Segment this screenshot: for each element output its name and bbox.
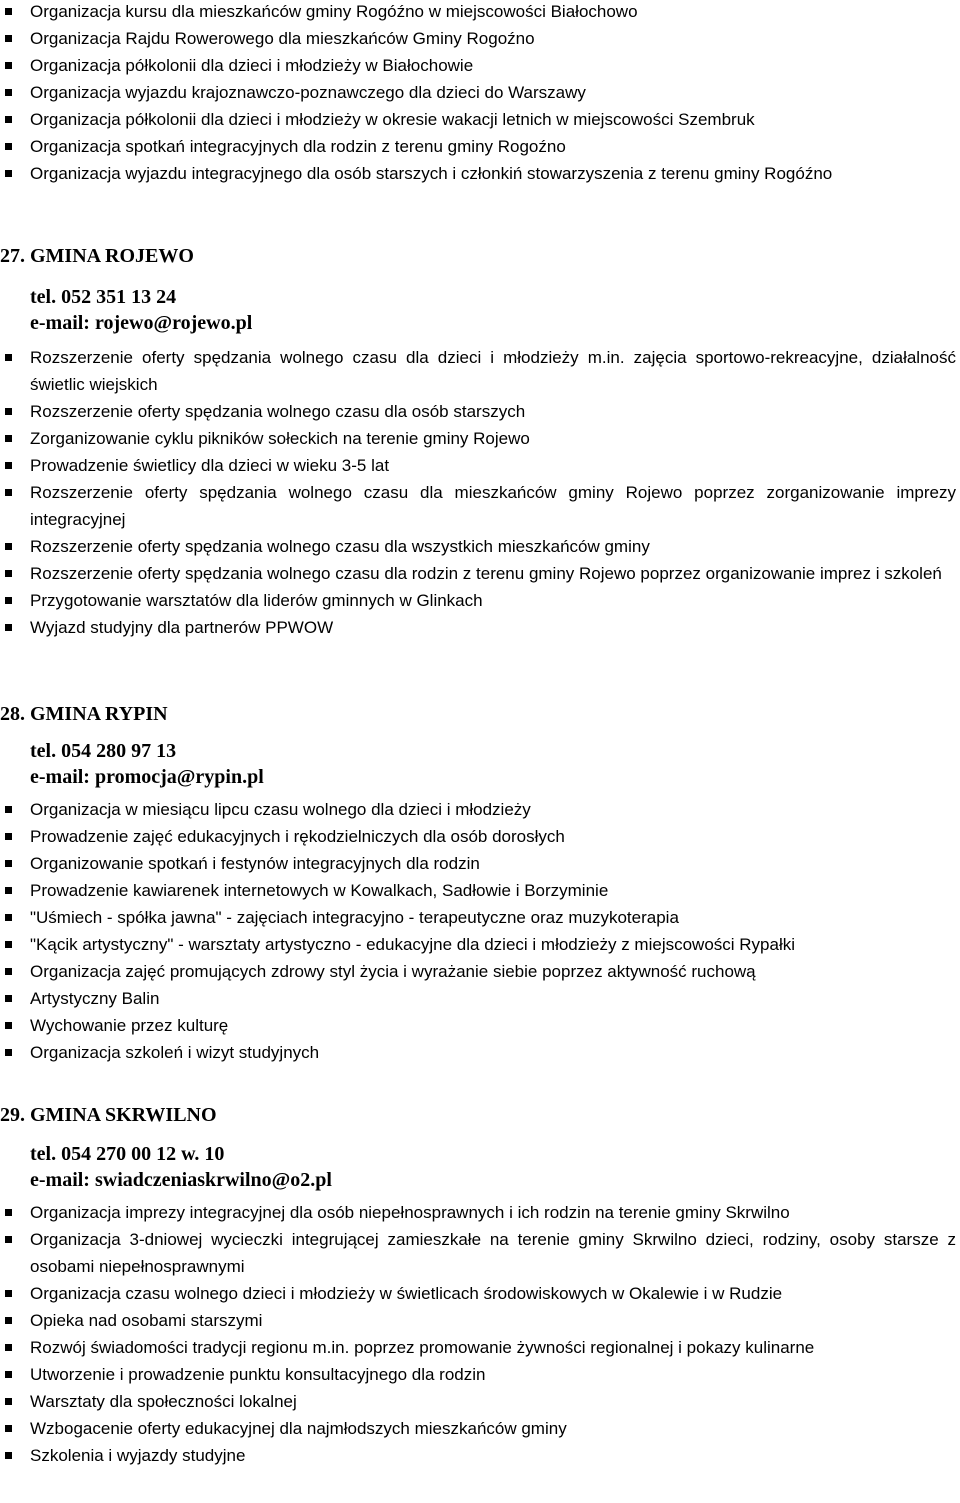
section-gmina-rypin [0, 700, 960, 1066]
section-title: GMINA SKRWILNO [30, 1104, 217, 1126]
section-number: 29. [0, 1104, 25, 1126]
list-item: Wychowanie przez kulturę [0, 1012, 960, 1039]
activity-list [0, 796, 960, 1066]
list-item: Organizacja czasu wolnego dzieci i młodzieży w świetlicach środowiskowych w Okalewie i w Rudzie [0, 1280, 960, 1307]
list-item: Organizacja półkolonii dla dzieci i młodzieży w okresie wakacji letnich w miejscowości Szembruk [0, 106, 960, 133]
list-item: Organizacja spotkań integracyjnych dla rodzin z terenu gminy Rogoźno [0, 133, 960, 160]
section-number: 27. [0, 245, 25, 267]
list-item: Zorganizowanie cyklu pikników sołeckich na terenie gminy Rojewo [0, 425, 960, 452]
section-heading [0, 242, 960, 270]
list-item: Rozwój świadomości tradycji regionu m.in. poprzez promowanie żywności regionalnej i pokazy kulinarne [0, 1334, 960, 1361]
email-address: e-mail: rojewo@rojewo.pl [30, 312, 253, 334]
list-item: Organizacja kursu dla mieszkańców gminy Rogóźno w miejscowości Białochowo [0, 0, 960, 25]
section-heading [0, 700, 960, 728]
list-item: Wzbogacenie oferty edukacyjnej dla najmłodszych mieszkańców gminy [0, 1415, 960, 1442]
email-address: e-mail: promocja@rypin.pl [30, 766, 264, 788]
list-item: Organizacja zajęć promujących zdrowy styl życia i wyrażanie siebie poprzez aktywność ruchową [0, 958, 960, 985]
list-item: Organizacja 3-dniowej wycieczki integrującej zamieszkałe na terenie gminy Skrwilno dzieci, rodziny, osoby starsze z osobami niepełnosprawnymi [0, 1226, 960, 1280]
list-item: Organizacja wyjazdu integracyjnego dla osób starszych i członkiń stowarzyszenia z terenu gminy Rogóźno [0, 160, 960, 187]
section-title: GMINA ROJEWO [30, 245, 194, 267]
list-item: Prowadzenie świetlicy dla dzieci w wieku 3-5 lat [0, 452, 960, 479]
section-number: 28. [0, 703, 25, 725]
list-item: Organizacja szkoleń i wizyt studyjnych [0, 1039, 960, 1066]
section-title: GMINA RYPIN [30, 703, 168, 725]
list-item: Rozszerzenie oferty spędzania wolnego czasu dla osób starszych [0, 398, 960, 425]
list-item: Prowadzenie zajęć edukacyjnych i rękodzielniczych dla osób dorosłych [0, 823, 960, 850]
list-item: Opieka nad osobami starszymi [0, 1307, 960, 1334]
list-item: Rozszerzenie oferty spędzania wolnego czasu dla mieszkańców gminy Rojewo poprzez zorganizowanie imprezy integracyjnej [0, 479, 960, 533]
intro-list [0, 0, 960, 187]
list-item: Prowadzenie kawiarenek internetowych w Kowalkach, Sadłowie i Borzyminie [0, 877, 960, 904]
list-item: Organizacja wyjazdu krajoznawczo-poznawczego dla dzieci do Warszawy [0, 79, 960, 106]
phone-number: tel. 052 351 13 24 [30, 286, 177, 308]
phone-number: tel. 054 280 97 13 [30, 740, 177, 762]
section-gmina-skrwilno [0, 1101, 960, 1469]
activity-list [0, 344, 960, 641]
list-item: Organizacja imprezy integracyjnej dla osób niepełnosprawnych i ich rodzin na terenie gminy Skrwilno [0, 1199, 960, 1226]
email-address: e-mail: swiadczeniaskrwilno@o2.pl [30, 1169, 332, 1191]
intro-section [0, 0, 960, 187]
list-item: Rozszerzenie oferty spędzania wolnego czasu dla dzieci i młodzieży m.in. zajęcia sportowo-rekreacyjne, działalność świetlic wiejskich [0, 344, 960, 398]
section-gmina-rojewo [0, 242, 960, 641]
list-item: Wyjazd studyjny dla partnerów PPWOW [0, 614, 960, 641]
list-item: Artystyczny Balin [0, 985, 960, 1012]
list-item: Organizowanie spotkań i festynów integracyjnych dla rodzin [0, 850, 960, 877]
list-item: Przygotowanie warsztatów dla liderów gminnych w Glinkach [0, 587, 960, 614]
list-item: Organizacja Rajdu Rowerowego dla mieszkańców Gminy Rogoźno [0, 25, 960, 52]
list-item: Rozszerzenie oferty spędzania wolnego czasu dla rodzin z terenu gminy Rojewo poprzez organizowanie imprez i szkoleń [0, 560, 960, 587]
list-item: Rozszerzenie oferty spędzania wolnego czasu dla wszystkich mieszkańców gminy [0, 533, 960, 560]
section-heading [0, 1101, 960, 1129]
list-item: Organizacja w miesiącu lipcu czasu wolnego dla dzieci i młodzieży [0, 796, 960, 823]
list-item: Organizacja półkolonii dla dzieci i młodzieży w Białochowie [0, 52, 960, 79]
phone-number: tel. 054 270 00 12 w. 10 [30, 1143, 225, 1165]
list-item: Warsztaty dla społeczności lokalnej [0, 1388, 960, 1415]
list-item: "Uśmiech - spółka jawna" - zajęciach integracyjno - terapeutyczne oraz muzykoterapia [0, 904, 960, 931]
list-item: Utworzenie i prowadzenie punktu konsultacyjnego dla rodzin [0, 1361, 960, 1388]
activity-list [0, 1199, 960, 1469]
list-item: "Kącik artystyczny" - warsztaty artystyczno - edukacyjne dla dzieci i młodzieży z miejscowości Rypałki [0, 931, 960, 958]
list-item: Szkolenia i wyjazdy studyjne [0, 1442, 960, 1469]
